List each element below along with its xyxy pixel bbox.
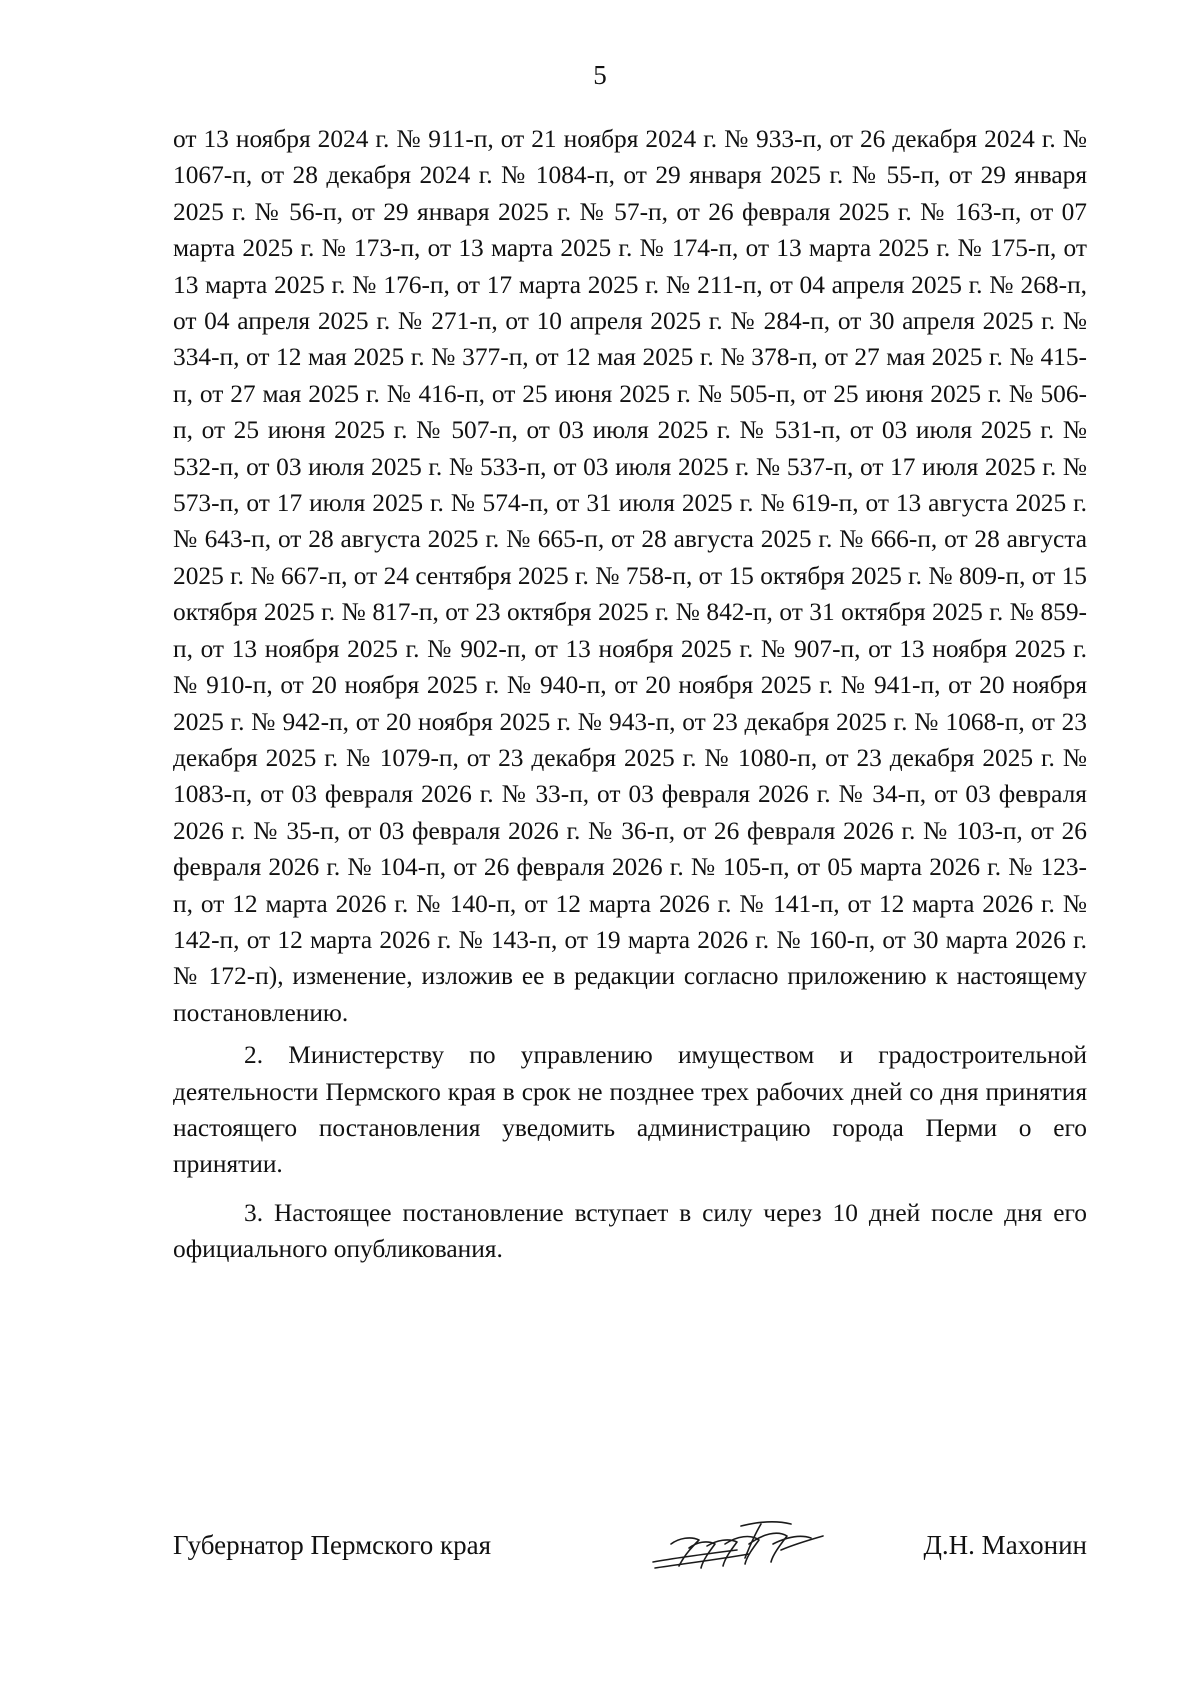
paragraph-3-effective-date: 3. Настоящее постановление вступает в силу через 10 дней после дня его официального опубликования. (173, 1198, 1087, 1264)
page-number: 5 (593, 60, 607, 90)
handwritten-signature (645, 1514, 835, 1584)
document-body (173, 121, 1087, 1268)
signatory-name: Д.Н. Махонин (923, 1530, 1087, 1560)
signatory-title: Губернатор Пермского края (173, 1530, 492, 1560)
signature-block (173, 1524, 1087, 1584)
paragraph-2-ministry-notice: 2. Министерству по управлению имуществом и градостроительной деятельности Пермского края в срок не позднее трех рабочих дней со дня принятия настоящего постановления уведомить администрацию города Перми о его принятии. (173, 1041, 1087, 1179)
paragraph-amendments-list: от 13 ноября 2024 г. № 911-п, от 21 ноября 2024 г. № 933-п, от 26 декабря 2024 г. № 1067-п, от 28 декабря 2024 г. № 1084-п, от 29 января 2025 г. № 55-п, от 29 января 2025 г. № 56-п, от 29 января 2025 г. № 57-п, от 26 февраля 2025 г. № 163-п, от 07 марта 2025 г. № 173-п, от 13 марта 2025 г. № 174-п, от 13 марта 2025 г. № 175-п, от 13 марта 2025 г. № 176-п, от 17 марта 2025 г. № 211-п, от 04 апреля 2025 г. № 268-п, от 04 апреля 2025 г. № 271-п, от 10 апреля 2025 г. № 284-п, от 30 апреля 2025 г. № 334-п, от 12 мая 2025 г. № 377-п, от 12 мая 2025 г. № 378-п, от 27 мая 2025 г. № 415-п, от 27 мая 2025 г. № 416-п, от 25 июня 2025 г. № 505-п, от 25 июня 2025 г. № 506-п, от 25 июня 2025 г. № 507-п, от 03 июля 2025 г. № 531-п, от 03 июля 2025 г. № 532-п, от 03 июля 2025 г. № 533-п, от 03 июля 2025 г. № 537-п, от 17 июля 2025 г. № 573-п, от 17 июля 2025 г. № 574-п, от 31 июля 2025 г. № 619-п, от 13 августа 2025 г. № 643-п, от 28 августа 2025 г. № 665-п, от 28 августа 2025 г. № 666-п, от 28 августа 2025 г. № 667-п, от 24 сентября 2025 г. № 758-п, от 15 октября 2025 г. № 809-п, от 15 октября 2025 г. № 817-п, от 23 октября 2025 г. № 842-п, от 31 октября 2025 г. № 859-п, от 13 ноября 2025 г. № 902-п, от 13 ноября 2025 г. № 907-п, от 13 ноября 2025 г. № 910-п, от 20 ноября 2025 г. № 940-п, от 20 ноября 2025 г. № 941-п, от 20 ноября 2025 г. № 942-п, от 20 ноября 2025 г. № 943-п, от 23 декабря 2025 г. № 1068-п, от 23 декабря 2025 г. № 1079-п, от 23 декабря 2025 г. № 1080-п, от 23 декабря 2025 г. № 1083-п, от 03 февраля 2026 г. № 33-п, от 03 февраля 2026 г. № 34-п, от 03 февраля 2026 г. № 35-п, от 03 февраля 2026 г. № 36-п, от 26 февраля 2026 г. № 103-п, от 26 февраля 2026 г. № 104-п, от 26 февраля 2026 г. № 105-п, от 05 марта 2026 г. № 123-п, от 12 марта 2026 г. № 140-п, от 12 марта 2026 г. № 141-п, от 12 марта 2026 г. № 142-п, от 12 марта 2026 г. № 143-п, от 19 марта 2026 г. № 160-п, от 30 марта 2026 г. № 172-п), изменение, изложив ее в редакции согласно приложению к настоящему постановлению. (173, 125, 1087, 1027)
